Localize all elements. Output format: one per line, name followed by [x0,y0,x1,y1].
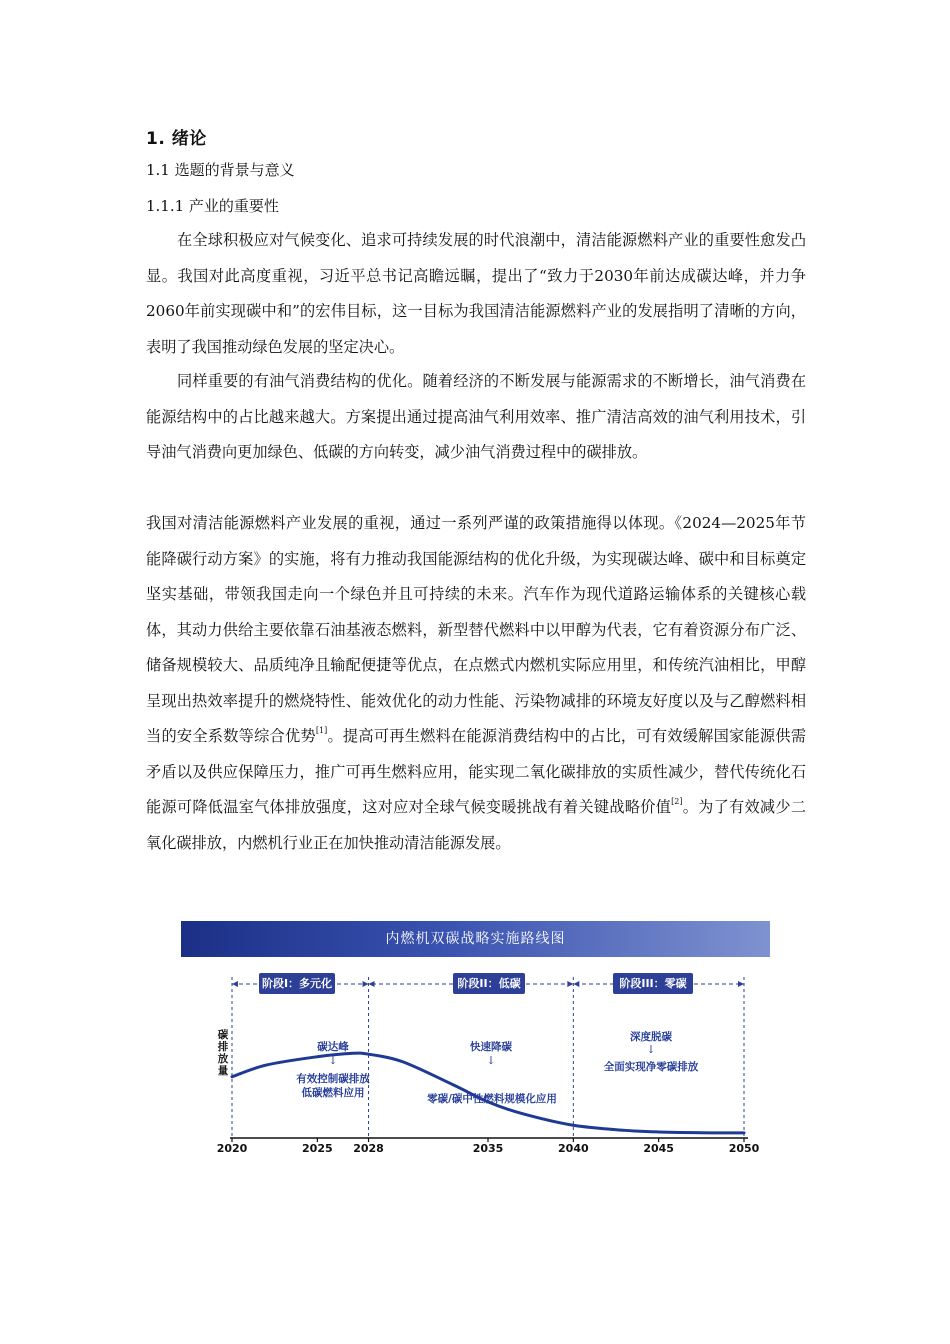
paragraph-2: 同样重要的有油气消费结构的优化。随着经济的不断发展与能源需求的不断增长，油气消费在能源结构中的占比越来越大。方案提出通过提高油气利用效率、推广清洁高效的油气利用技术，引导油气消费向更加绿色、低碳的方向转变，减少油气消费过程中的碳排放。 [146,372,806,461]
annotation-peak: 碳达峰 [317,1041,349,1053]
stage-arrow-right-2 [567,981,573,987]
stage-arrow-left-2 [573,981,579,987]
annotation-deep: 深度脱碳 [630,1031,672,1043]
paragraph-3-part-3: 。为了有效减少二氧化碳排放，内燃机行业正在加快推动清洁能源发展。 [146,798,807,852]
paragraph-3-part-2: 。提高可再生燃料在能源消费结构中的占比，可有效缓解国家能源供需矛盾以及供应保障压力，推广可再生燃料应用，能实现二氧化碳排放的实质性减少，替代传统化石能源可降低温室气体排放强度，这对应对全球气候变暖挑战有着关键战略价值 [146,727,807,816]
heading-3: 1.1.1 产业的重要性 [146,197,279,215]
stage-arrow-left-1 [369,981,375,987]
paragraph-3 [146,506,806,861]
roadmap-figure [181,921,770,1171]
x-tick-label-2: 2028 [353,1142,384,1155]
stage-1-badge: 阶段I：多元化 [259,973,335,994]
stage-3-badge: 阶段III：零碳 [613,973,693,994]
y-axis-label: 碳排放量 [217,1029,229,1077]
annotation-net-zero: 全面实现净零碳排放 [603,1061,699,1073]
stage-2-badge: 阶段II：低碳 [453,973,525,994]
x-tick-label-1: 2025 [302,1142,333,1155]
figure-title: 内燃机双碳战略实施路线图 [385,931,566,947]
x-tick-label-5: 2045 [643,1142,674,1155]
heading-1: 1. 绪论 [146,129,207,149]
citation-1[interactable]: [1] [315,726,328,735]
arrow-peak: ↓ [328,1054,338,1067]
paragraph-3-part-1: 我国对清洁能源燃料产业发展的重视，通过一系列严谨的政策措施得以体现。《2024—2025年节能降碳行动方案》的实施，将有力推动我国能源结构的优化升级，为实现碳达峰、碳中和目标奠定坚实基础，带领我国走向一个绿色并且可持续的未来。汽车作为现代道路运输体系的关键核心载体，其动力供给主要依靠石油基液态燃料，新型替代燃料中以甲醇为代表，它有着资源分布广泛、储备规模较大、品质纯净且输配便捷等优点，在点燃式内燃机实际应用里，和传统汽油相比，甲醇呈现出热效率提升的燃烧特性、能效优化的动力性能、污染物减排的环境友好度以及与乙醇燃料相当的安全系数等综合优势 [146,514,806,745]
arrow-deep: ↓ [646,1043,656,1056]
stage-arrow-right-3 [738,981,744,987]
x-tick-label-6: 2050 [728,1142,760,1155]
arrow-fast-reduce: ↓ [486,1054,496,1067]
x-tick-label-0: 2020 [216,1142,248,1155]
x-tick-label-4: 2040 [558,1142,589,1155]
annotation-control-1: 有效控制碳排放 [296,1073,370,1085]
stage-arrow-right-1 [363,981,369,987]
citation-2[interactable]: [2] [671,797,683,806]
annotation-fast-reduce: 快速降碳 [470,1041,512,1053]
paragraph-1: 在全球积极应对气候变化、追求可持续发展的时代浪潮中，清洁能源燃料产业的重要性愈发凸显。我国对此高度重视，习近平总书记高瞻远瞩，提出了“致力于2030年前达成碳达峰，并力争2060年前实现碳中和”的宏伟目标，这一目标为我国清洁能源燃料产业的发展指明了清晰的方向，表明了我国推动绿色发展的坚定决心。 [146,231,806,356]
x-tick-label-3: 2035 [472,1142,504,1155]
heading-2: 1.1 选题的背景与意义 [146,161,295,179]
annotation-control-2: 低碳燃料应用 [301,1087,365,1099]
annotation-scale-app: 零碳/碳中性燃料规模化应用 [427,1093,557,1105]
stage-arrow-left-0 [232,981,238,987]
